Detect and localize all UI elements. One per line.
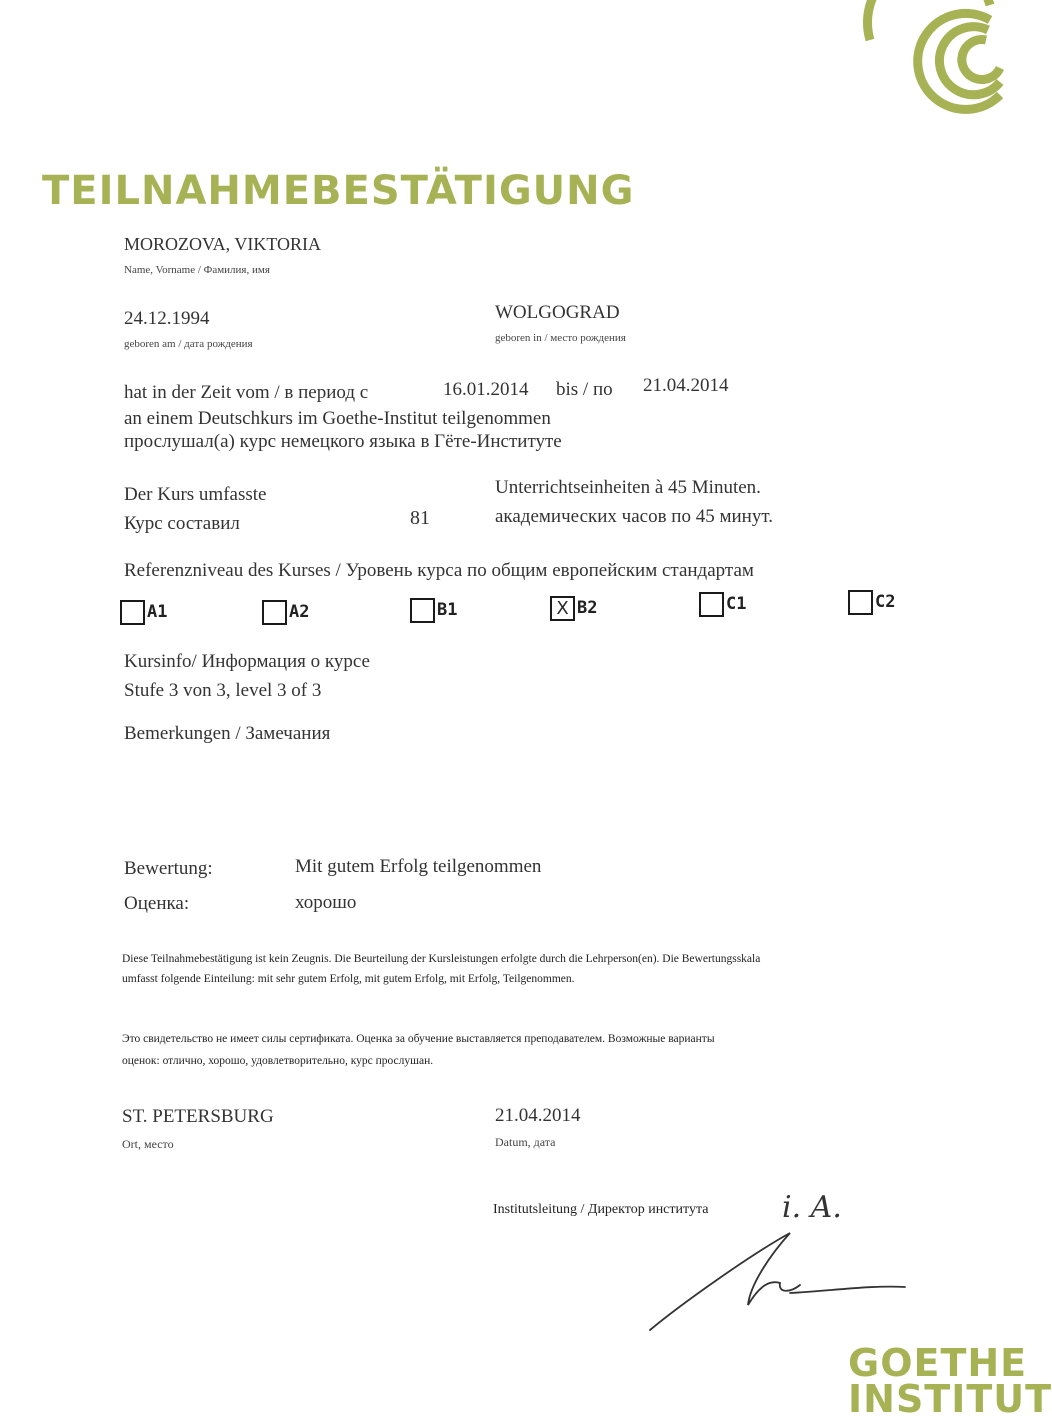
level-label: Referenzniveau des Kurses / Уровень курса по общим европейским стандартам xyxy=(124,560,754,581)
course-label-de: Der Kurs umfasste xyxy=(124,484,267,505)
issue-date-caption: Datum, дата xyxy=(495,1135,556,1149)
birth-date: 24.12.1994 xyxy=(124,308,210,329)
level-option-a2[interactable] xyxy=(262,600,309,625)
goethe-logo-mark xyxy=(840,0,1000,120)
note-ru-line1: Это свидетельство не имеет силы сертификата. Оценка за обучение выставляется преподавателем. Возможные варианты xyxy=(122,1033,715,1045)
course-label-ru: Курс составил xyxy=(124,513,240,534)
checkbox-b1[interactable] xyxy=(410,598,435,623)
goethe-logo-text-line1: GOETHE xyxy=(848,1341,1028,1385)
level-option-c2[interactable] xyxy=(848,590,895,615)
checkbox-b2[interactable]: X xyxy=(550,596,575,621)
goethe-logo-text-line2: INSTITUT xyxy=(848,1377,1052,1421)
grade-value-ru: хорошо xyxy=(295,892,357,913)
grade-value-de: Mit gutem Erfolg teilgenommen xyxy=(295,856,542,877)
signature-handwritten-ia: i. A. xyxy=(782,1190,842,1225)
checkbox-b1-label: B1 xyxy=(437,600,458,620)
kursinfo-value: Stufe 3 von 3, level 3 of 3 xyxy=(124,680,322,701)
course-unit-de: Unterrichtseinheiten à 45 Minuten. xyxy=(495,477,761,498)
name-caption: Name, Vorname / Фамилия, имя xyxy=(124,264,270,276)
level-option-a1[interactable] xyxy=(120,600,167,625)
grade-label-ru: Оценка: xyxy=(124,893,190,914)
signature-label: Institutsleitung / Директор института xyxy=(493,1202,709,1217)
birth-place-caption: geboren in / место рождения xyxy=(495,332,626,344)
checkbox-a2-label: A2 xyxy=(289,602,310,622)
note-ru-line2: оценок: отлично, хорошо, удовлетворительно, курс прослушан. xyxy=(122,1055,434,1067)
note-de-line2: umfasst folgende Einteilung: mit sehr gutem Erfolg, mit gutem Erfolg, mit Erfolg, Teilgenommen. xyxy=(122,973,575,985)
grade-label-de: Bewertung: xyxy=(124,858,213,879)
period-bis-label: bis / по xyxy=(556,379,613,400)
level-option-c1[interactable] xyxy=(699,592,746,617)
period-to: 21.04.2014 xyxy=(643,375,729,396)
birth-place: WOLGOGRAD xyxy=(495,302,620,323)
period-line-ru: прослушал(а) курс немецкого языка в Гёте-Институте xyxy=(124,431,562,452)
signature-scribble xyxy=(640,1225,920,1340)
period-from: 16.01.2014 xyxy=(443,379,529,400)
checkbox-a1[interactable] xyxy=(120,600,145,625)
issue-place: ST. PETERSBURG xyxy=(122,1106,274,1127)
remarks-label: Bemerkungen / Замечания xyxy=(124,723,331,744)
checkbox-a1-label: A1 xyxy=(147,602,168,622)
level-option-b1[interactable] xyxy=(410,598,457,623)
course-unit-ru: академических часов по 45 минут. xyxy=(495,506,773,527)
checkbox-c1-label: C1 xyxy=(726,594,747,614)
period-line-de: an einem Deutschkurs im Goethe-Institut teilgenommen xyxy=(124,408,551,429)
level-option-b2[interactable] xyxy=(550,596,597,621)
checkbox-a2[interactable] xyxy=(262,600,287,625)
checkbox-b2-label: B2 xyxy=(577,598,598,618)
person-name: MOROZOVA, VIKTORIA xyxy=(124,234,322,254)
checkbox-c2-label: C2 xyxy=(875,592,896,612)
period-label: hat in der Zeit vom / в период с xyxy=(124,382,369,403)
note-de-line1: Diese Teilnahmebestätigung ist kein Zeugnis. Die Beurteilung der Kursleistungen erfolgte durch die Lehrperson(en). Die Bewertungsskala xyxy=(122,953,761,965)
document-title: TEILNAHMEBESTÄTIGUNG xyxy=(42,168,635,214)
checkbox-c1[interactable] xyxy=(699,592,724,617)
issue-date: 21.04.2014 xyxy=(495,1105,581,1126)
kursinfo-label: Kursinfo/ Информация о курсе xyxy=(124,651,370,672)
birth-date-caption: geboren am / дата рождения xyxy=(124,338,253,350)
checkbox-c2[interactable] xyxy=(848,590,873,615)
issue-place-caption: Ort, место xyxy=(122,1137,174,1151)
course-units: 81 xyxy=(410,507,430,529)
